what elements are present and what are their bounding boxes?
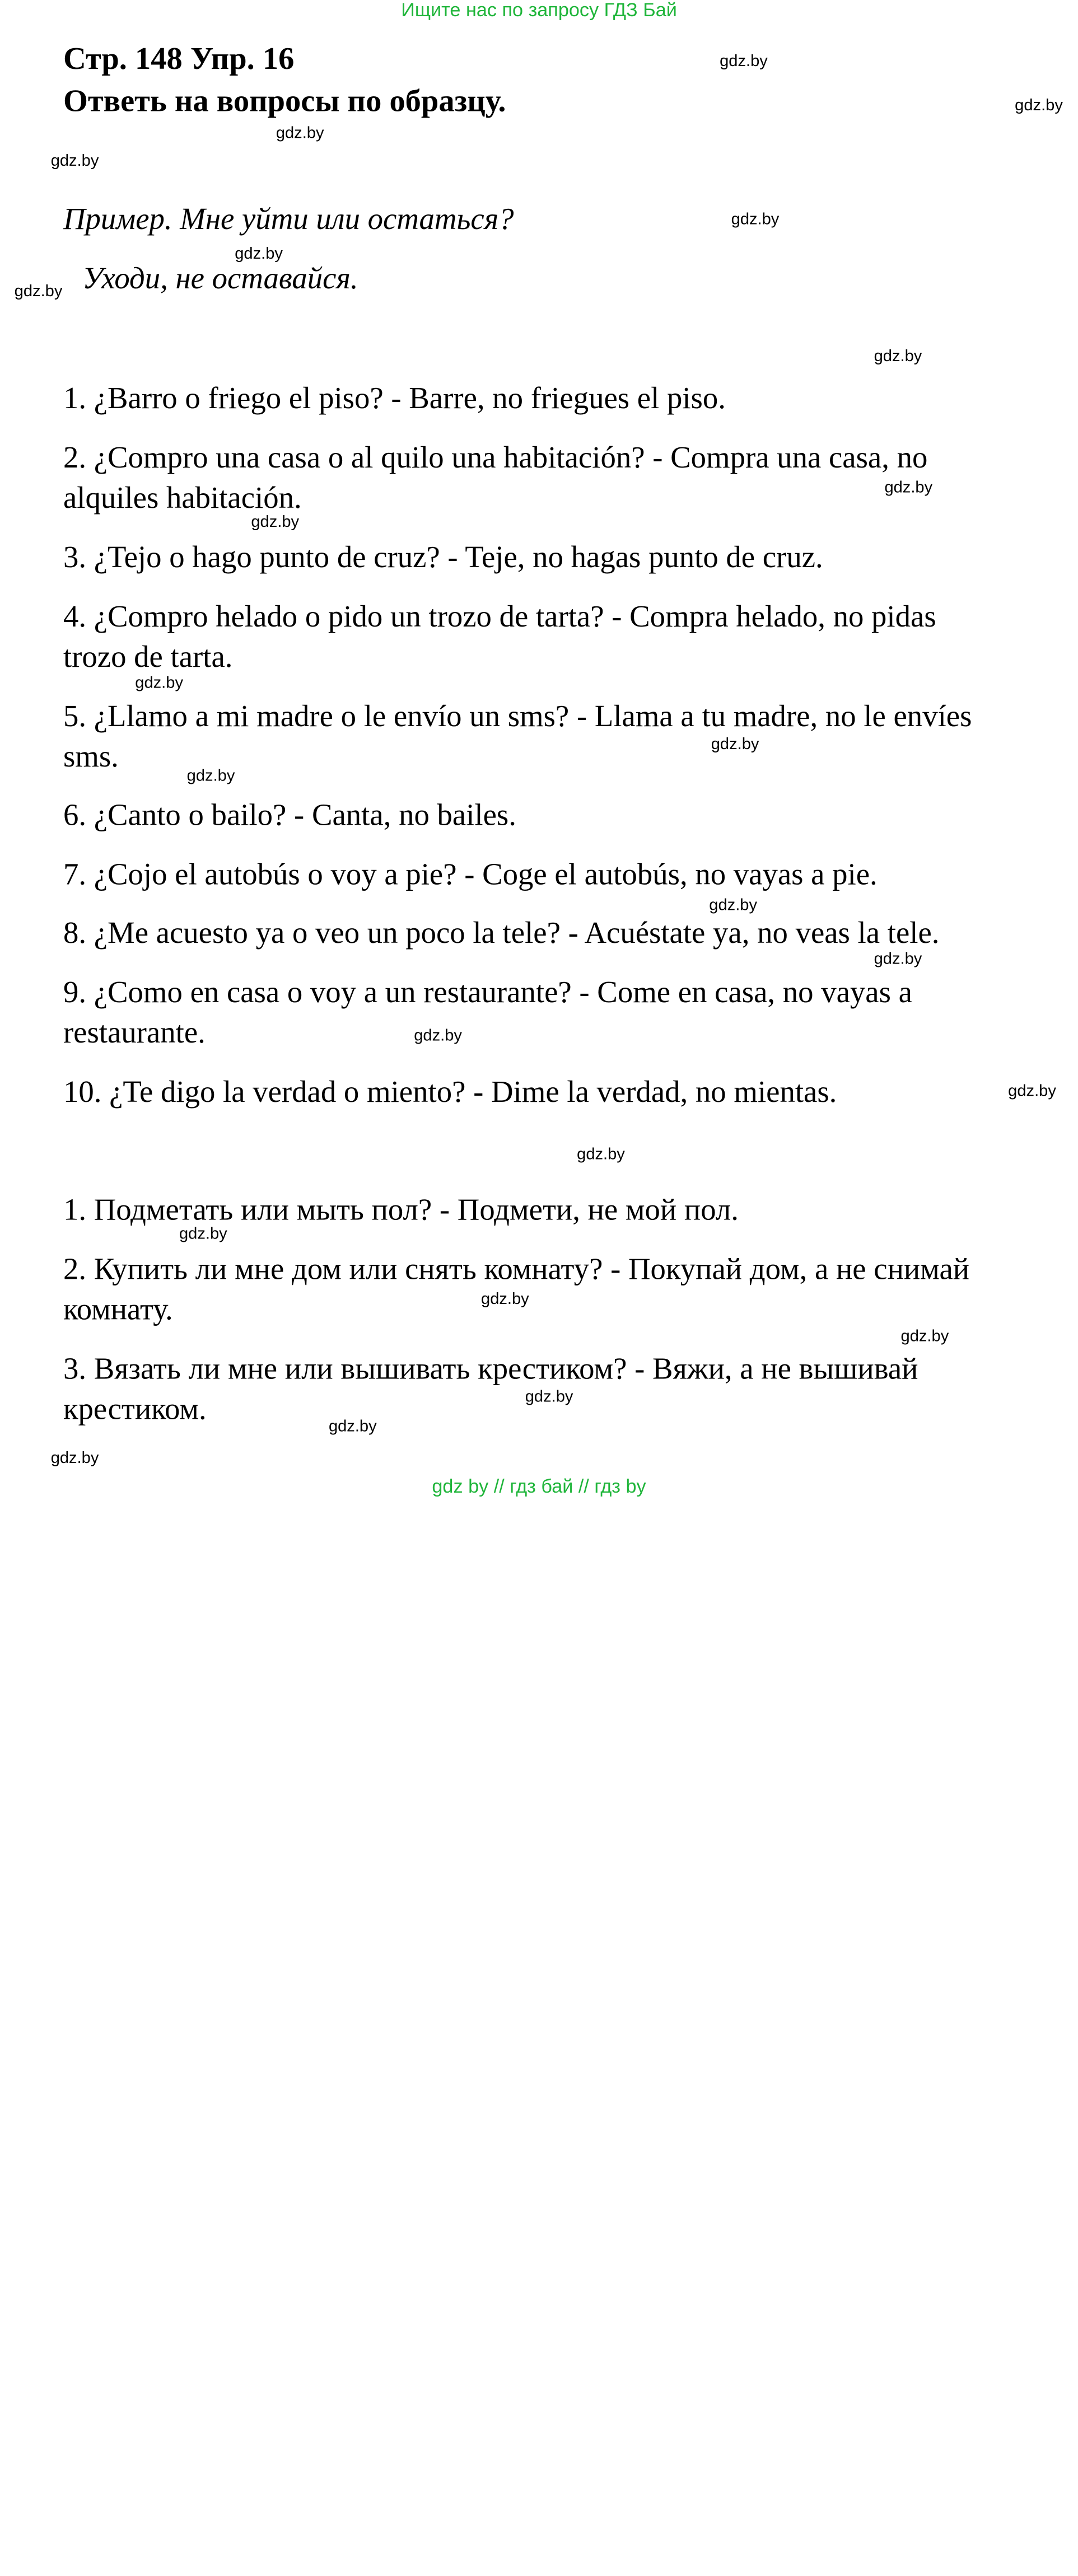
watermark: gdz.by [900, 1327, 949, 1345]
watermark: gdz.by [50, 151, 99, 170]
answer-line: 5. ¿Llamo a mi madre o le envío un sms? - Llama a tu madre, no le envíes [63, 698, 972, 733]
task-instruction: Ответь на вопросы по образцу. [63, 84, 506, 119]
answer-line: 1. ¿Barro o friego el piso? - Barre, no friegues el piso. [63, 380, 726, 415]
watermark: gdz.by [711, 735, 759, 754]
answer-line: 2. Купить ли мне дом или снять комнату? - Покупай дом, а не снимай [63, 1251, 970, 1286]
answer-line: 10. ¿Te digo la verdad o miento? - Dime la verdad, no mientas. [63, 1074, 837, 1109]
watermark: gdz.by [414, 1026, 462, 1045]
watermark: gdz.by [186, 766, 235, 785]
spanish-answer-8 [63, 912, 1051, 952]
answer-line: 4. ¿Compro helado o pido un trozo de tarta? - Compra helado, no pidas [63, 599, 936, 634]
spanish-answer-1 [63, 377, 1051, 418]
watermark: gdz.by [135, 673, 183, 692]
russian-answer-1 [63, 1189, 1051, 1229]
answer-line-continued: комнату. [63, 1291, 173, 1326]
answer-line-continued: sms. [63, 738, 119, 773]
watermark: gdz.by [731, 209, 780, 228]
spanish-answer-4 [63, 596, 1051, 676]
answer-line: 7. ¿Cojo el autobús o voy a pie? - Coge el autobús, no vayas a pie. [63, 856, 878, 891]
spanish-answer-7 [63, 854, 1051, 894]
watermark: gdz.by [179, 1224, 227, 1243]
answer-line-continued: trozo de tarta. [63, 639, 233, 674]
spanish-answer-10 [63, 1071, 1051, 1111]
spanish-answer-2 [63, 437, 1051, 517]
watermark: gdz.by [709, 895, 758, 914]
watermark: gdz.by [481, 1289, 529, 1308]
watermark: gdz.by [525, 1387, 573, 1406]
answer-line: 2. ¿Compro una casa o al quilo una habitación? - Compra una casa, no [63, 440, 928, 475]
watermark: gdz.by [720, 52, 768, 70]
answer-line: 8. ¿Me acuesto ya o veo un poco la tele? - Acuéstate ya, no veas la tele. [63, 915, 940, 950]
example-question: Пример. Мне уйти или остаться? [63, 201, 514, 236]
watermark: gdz.by [235, 244, 283, 263]
answer-line-continued: alquiles habitación. [63, 480, 302, 515]
answer-line: 9. ¿Como en casa o voy a un restaurante? - Come en casa, no vayas a [63, 974, 912, 1009]
watermark: gdz.by [1015, 96, 1063, 114]
answer-line: 3. Вязать ли мне или вышивать крестиком? - Вяжи, а не вышивай [63, 1350, 918, 1386]
russian-answer-2 [63, 1249, 1051, 1329]
watermark: gdz.by [577, 1144, 625, 1163]
answer-line-continued: крестиком. [63, 1391, 207, 1426]
answer-line: 3. ¿Tejo o hago punto de cruz? - Teje, no hagas punto de cruz. [63, 539, 823, 574]
answer-line: 6. ¿Canto o bailo? - Canta, no bailes. [63, 797, 516, 832]
answer-line-continued: restaurante. [63, 1014, 206, 1049]
example-answer: Уходи, не оставайся. [82, 260, 358, 296]
watermark: gdz.by [276, 123, 324, 142]
watermark: gdz.by [874, 347, 922, 365]
page-exercise-title: Стр. 148 Упр. 16 [63, 42, 295, 77]
top-banner[interactable]: Ищите нас по запросу ГДЗ Бай [401, 0, 677, 21]
footer-links[interactable]: gdz by // гдз бай // гдз by [432, 1476, 646, 1498]
watermark: gdz.by [14, 282, 63, 300]
spanish-answer-3 [63, 536, 1051, 577]
spanish-answer-6 [63, 794, 1051, 835]
watermark: gdz.by [884, 478, 933, 497]
watermark: gdz.by [328, 1416, 377, 1436]
watermark: gdz.by [251, 512, 300, 531]
watermark: gdz.by [874, 949, 922, 968]
spanish-answer-9 [63, 971, 1051, 1052]
spanish-answer-5 [63, 695, 1051, 776]
watermark: gdz.by [1008, 1081, 1056, 1100]
watermark: gdz.by [50, 1448, 99, 1467]
answer-line: 1. Подметать или мыть пол? - Подмети, не мой пол. [63, 1191, 739, 1227]
